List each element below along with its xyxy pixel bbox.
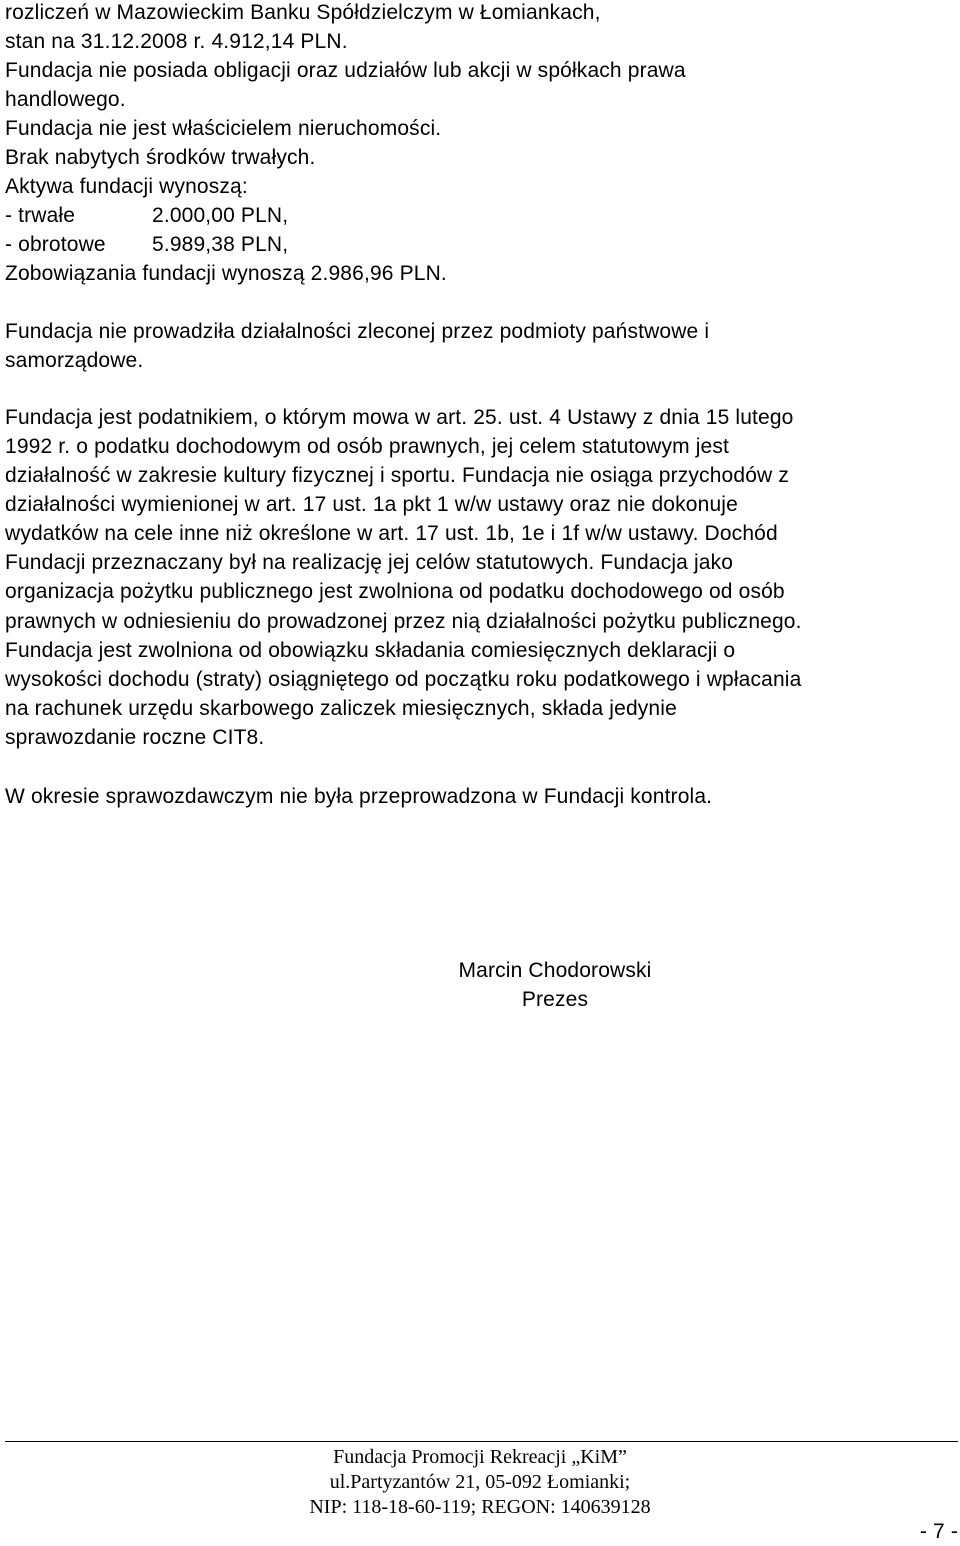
footer-divider [5,1441,958,1442]
signature-name: Marcin Chodorowski [458,959,652,982]
body-text-line: Fundacja jest zwolniona od obowiązku składania comiesięcznych deklaracji o [5,639,736,662]
footer-ids: NIP: 118-18-60-119; REGON: 140639128 [309,1496,651,1518]
asset-value: 2.000,00 PLN, [152,204,289,227]
body-text-line: W okresie sprawozdawczym nie była przeprowadzona w Fundacji kontrola. [5,785,713,808]
body-text-line: samorządowe. [5,349,144,372]
footer-organization: Fundacja Promocji Rekreacji „KiM” [333,1446,627,1468]
body-text-line: wysokości dochodu (straty) osiągniętego od początku roku podatkowego i wpłacania [5,668,802,691]
footer-address: ul.Partyzantów 21, 05-092 Łomianki; [329,1471,631,1493]
body-text-line: na rachunek urzędu skarbowego zaliczek miesięcznych, składa jedynie [5,697,677,720]
body-text-line: Brak nabytych środków trwałych. [5,146,316,169]
body-text-line: Fundacja nie jest właścicielem nieruchomości. [5,117,442,140]
body-text-line: Zobowiązania fundacji wynoszą 2.986,96 PLN. [5,262,447,285]
body-text-line: handlowego. [5,88,126,111]
body-text-line: sprawozdanie roczne CIT8. [5,726,265,749]
body-text-line: rozliczeń w Mazowieckim Banku Spółdzielczym w Łomiankach, [5,1,601,24]
body-text-line: wydatków na cele inne niż określone w art. 17 ust. 1b, 1e i 1f w/w ustawy. Dochód [5,522,778,545]
body-text-line: Fundacja jest podatnikiem, o którym mowa w art. 25. ust. 4 Ustawy z dnia 15 lutego [5,406,794,429]
asset-row-fixed [5,201,288,230]
body-text-line: 1992 r. o podatku dochodowym od osób prawnych, jej celem statutowym jest [5,435,730,458]
body-text-line: stan na 31.12.2008 r. 4.912,14 PLN. [5,30,348,53]
body-text-line: Fundacja nie posiada obligacji oraz udziałów lub akcji w spółkach prawa [5,59,686,82]
body-text-line: działalności wymienionej w art. 17 ust. 1a pkt 1 w/w ustawy oraz nie dokonuje [5,493,738,516]
asset-label: - trwałe [5,204,76,227]
asset-value: 5.989,38 PLN, [152,233,289,256]
body-text-line: Fundacja nie prowadziła działalności zleconej przez podmioty państwowe i [5,320,710,343]
page-number: - 7 - [919,1520,958,1543]
body-text-line: Aktywa fundacji wynoszą: [5,175,248,198]
asset-label: - obrotowe [5,233,106,256]
body-text-line: prawnych w odniesieniu do prowadzonej przez nią działalności pożytku publicznego. [5,610,802,633]
signature-title: Prezes [521,988,589,1011]
body-text-line: Fundacji przeznaczany był na realizację jej celów statutowych. Fundacja jako [5,551,734,574]
asset-row-current [5,230,288,259]
body-text-line: działalność w zakresie kultury fizycznej i sportu. Fundacja nie osiąga przychodów z [5,464,789,487]
body-text-line: organizacja pożytku publicznego jest zwolniona od podatku dochodowego od osób [5,580,785,603]
